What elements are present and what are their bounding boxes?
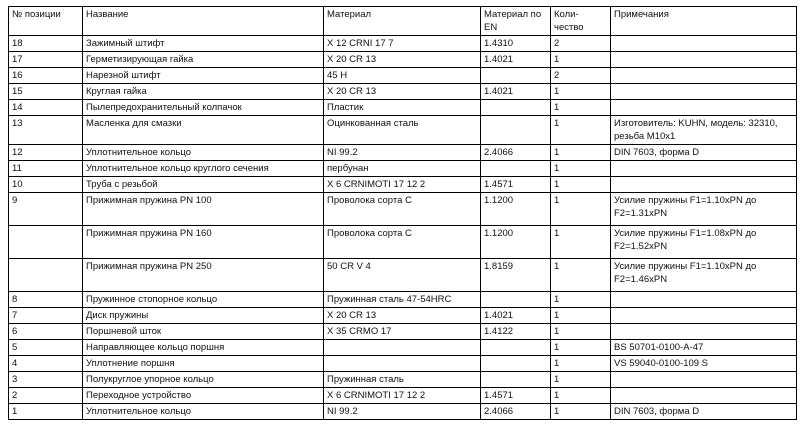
cell-name: Прижимная пружина PN 250 — [83, 259, 324, 292]
cell-material: Пружинная сталь — [324, 372, 481, 388]
cell-pos: 15 — [9, 84, 83, 100]
cell-qty: 2 — [551, 68, 611, 84]
cell-name: Зажимный штифт — [83, 36, 324, 52]
table-row — [9, 193, 797, 226]
table-row — [9, 145, 797, 161]
cell-material-en — [481, 340, 551, 356]
cell-qty: 1 — [551, 84, 611, 100]
cell-notes — [611, 372, 797, 388]
cell-material-en: 2.4066 — [481, 404, 551, 420]
cell-name: Полукруглое упорное кольцо — [83, 372, 324, 388]
parts-table-container — [8, 6, 797, 420]
table-body — [9, 36, 797, 420]
cell-notes — [611, 308, 797, 324]
table-row — [9, 388, 797, 404]
cell-pos: 10 — [9, 177, 83, 193]
cell-material: X 12 CRNI 17 7 — [324, 36, 481, 52]
table-row — [9, 84, 797, 100]
cell-qty: 1 — [551, 226, 611, 259]
cell-material-en — [481, 68, 551, 84]
cell-qty: 1 — [551, 292, 611, 308]
cell-pos: 18 — [9, 36, 83, 52]
cell-qty: 1 — [551, 404, 611, 420]
cell-name: Труба с резьбой — [83, 177, 324, 193]
header-material: Материал — [324, 7, 481, 36]
cell-material-en — [481, 100, 551, 116]
cell-name: Переходное устройство — [83, 388, 324, 404]
cell-pos: 17 — [9, 52, 83, 68]
cell-material-en: 1.4571 — [481, 177, 551, 193]
cell-material — [324, 340, 481, 356]
cell-material: X 6 CRNIMOTI 17 12 2 — [324, 177, 481, 193]
table-row — [9, 36, 797, 52]
cell-name: Герметизирующая гайка — [83, 52, 324, 68]
cell-material-en: 1.4571 — [481, 388, 551, 404]
cell-notes — [611, 292, 797, 308]
table-row — [9, 340, 797, 356]
cell-material-en: 2.4066 — [481, 145, 551, 161]
cell-pos — [9, 259, 83, 292]
cell-qty: 1 — [551, 259, 611, 292]
header-row — [9, 7, 797, 36]
cell-notes: Усилие пружины F1=1.10xPN до F2=1.31xPN — [611, 193, 797, 226]
cell-material: X 20 CR 13 — [324, 52, 481, 68]
cell-qty: 2 — [551, 36, 611, 52]
cell-material-en: 1.4021 — [481, 84, 551, 100]
cell-material: X 35 CRMO 17 — [324, 324, 481, 340]
cell-notes — [611, 52, 797, 68]
cell-notes — [611, 84, 797, 100]
cell-notes: DIN 7603, форма D — [611, 404, 797, 420]
cell-material-en — [481, 116, 551, 145]
table-row — [9, 100, 797, 116]
cell-qty: 1 — [551, 193, 611, 226]
cell-pos: 16 — [9, 68, 83, 84]
table-row — [9, 177, 797, 193]
cell-pos — [9, 226, 83, 259]
header-material-en: Материал по EN — [481, 7, 551, 36]
cell-pos: 6 — [9, 324, 83, 340]
table-row — [9, 324, 797, 340]
cell-name: Поршневой шток — [83, 324, 324, 340]
header-qty: Коли-чество — [551, 7, 611, 36]
cell-qty: 1 — [551, 52, 611, 68]
cell-name: Прижимная пружина PN 160 — [83, 226, 324, 259]
cell-qty: 1 — [551, 145, 611, 161]
cell-name: Диск пружины — [83, 308, 324, 324]
cell-qty: 1 — [551, 372, 611, 388]
table-row — [9, 259, 797, 292]
cell-notes — [611, 36, 797, 52]
cell-pos: 3 — [9, 372, 83, 388]
cell-notes — [611, 100, 797, 116]
cell-pos: 11 — [9, 161, 83, 177]
cell-qty: 1 — [551, 308, 611, 324]
cell-name: Направляющее кольцо поршня — [83, 340, 324, 356]
table-row — [9, 372, 797, 388]
cell-pos: 7 — [9, 308, 83, 324]
cell-pos: 9 — [9, 193, 83, 226]
cell-material: Проволока сорта C — [324, 226, 481, 259]
cell-material: 45 H — [324, 68, 481, 84]
cell-notes: BS 50701-0100-A-47 — [611, 340, 797, 356]
cell-qty: 1 — [551, 116, 611, 145]
cell-material — [324, 356, 481, 372]
table-row — [9, 356, 797, 372]
cell-material: X 20 CR 13 — [324, 84, 481, 100]
cell-qty: 1 — [551, 324, 611, 340]
cell-notes — [611, 161, 797, 177]
cell-material-en: 1.4021 — [481, 52, 551, 68]
table-row — [9, 226, 797, 259]
cell-notes — [611, 324, 797, 340]
cell-material: 50 CR V 4 — [324, 259, 481, 292]
cell-material-en — [481, 372, 551, 388]
cell-notes — [611, 388, 797, 404]
table-row — [9, 116, 797, 145]
cell-material: пербунан — [324, 161, 481, 177]
cell-material: Оцинкованная сталь — [324, 116, 481, 145]
cell-notes: VS 59040-0100-109 S — [611, 356, 797, 372]
table-row — [9, 292, 797, 308]
cell-material: X 20 CR 13 — [324, 308, 481, 324]
parts-table — [8, 6, 797, 420]
header-name: Название — [83, 7, 324, 36]
cell-pos: 4 — [9, 356, 83, 372]
cell-name: Масленка для смазки — [83, 116, 324, 145]
cell-notes — [611, 68, 797, 84]
cell-notes: DIN 7603, форма D — [611, 145, 797, 161]
cell-pos: 5 — [9, 340, 83, 356]
header-notes: Примечания — [611, 7, 797, 36]
cell-material-en: 1.8159 — [481, 259, 551, 292]
cell-material-en: 1.4021 — [481, 308, 551, 324]
cell-name: Уплотнительное кольцо — [83, 404, 324, 420]
header-pos: № позиции — [9, 7, 83, 36]
table-row — [9, 52, 797, 68]
cell-notes — [611, 177, 797, 193]
cell-material: Проволока сорта C — [324, 193, 481, 226]
cell-material: Пластик — [324, 100, 481, 116]
cell-qty: 1 — [551, 177, 611, 193]
cell-name: Уплотнительное кольцо — [83, 145, 324, 161]
cell-material-en — [481, 292, 551, 308]
cell-pos: 12 — [9, 145, 83, 161]
cell-pos: 1 — [9, 404, 83, 420]
cell-material-en — [481, 161, 551, 177]
cell-pos: 13 — [9, 116, 83, 145]
cell-material-en: 1.4122 — [481, 324, 551, 340]
cell-notes: Усилие пружины F1=1.08xPN до F2=1.52xPN — [611, 226, 797, 259]
cell-name: Пылепредохранительный колпачок — [83, 100, 324, 116]
cell-material-en: 1.1200 — [481, 193, 551, 226]
cell-material-en — [481, 356, 551, 372]
cell-qty: 1 — [551, 388, 611, 404]
cell-name: Уплотнение поршня — [83, 356, 324, 372]
cell-pos: 8 — [9, 292, 83, 308]
cell-name: Уплотнительное кольцо круглого сечения — [83, 161, 324, 177]
table-row — [9, 308, 797, 324]
cell-name: Нарезной штифт — [83, 68, 324, 84]
cell-qty: 1 — [551, 356, 611, 372]
cell-pos: 2 — [9, 388, 83, 404]
cell-name: Круглая гайка — [83, 84, 324, 100]
cell-material: X 6 CRNIMOTI 17 12 2 — [324, 388, 481, 404]
cell-material-en: 1.1200 — [481, 226, 551, 259]
cell-material: NI 99.2 — [324, 145, 481, 161]
cell-material: Пружинная сталь 47-54HRC — [324, 292, 481, 308]
cell-qty: 1 — [551, 161, 611, 177]
cell-material-en: 1.4310 — [481, 36, 551, 52]
cell-material: NI 99.2 — [324, 404, 481, 420]
cell-pos: 14 — [9, 100, 83, 116]
cell-name: Прижимная пружина PN 100 — [83, 193, 324, 226]
table-row — [9, 404, 797, 420]
table-row — [9, 161, 797, 177]
cell-name: Пружинное стопорное кольцо — [83, 292, 324, 308]
cell-notes: Изготовитель: KUHN, модель: 32310, резьба M10x1 — [611, 116, 797, 145]
cell-notes: Усилие пружины F1=1.10xPN до F2=1.46xPN — [611, 259, 797, 292]
table-row — [9, 68, 797, 84]
cell-qty: 1 — [551, 340, 611, 356]
cell-qty: 1 — [551, 100, 611, 116]
